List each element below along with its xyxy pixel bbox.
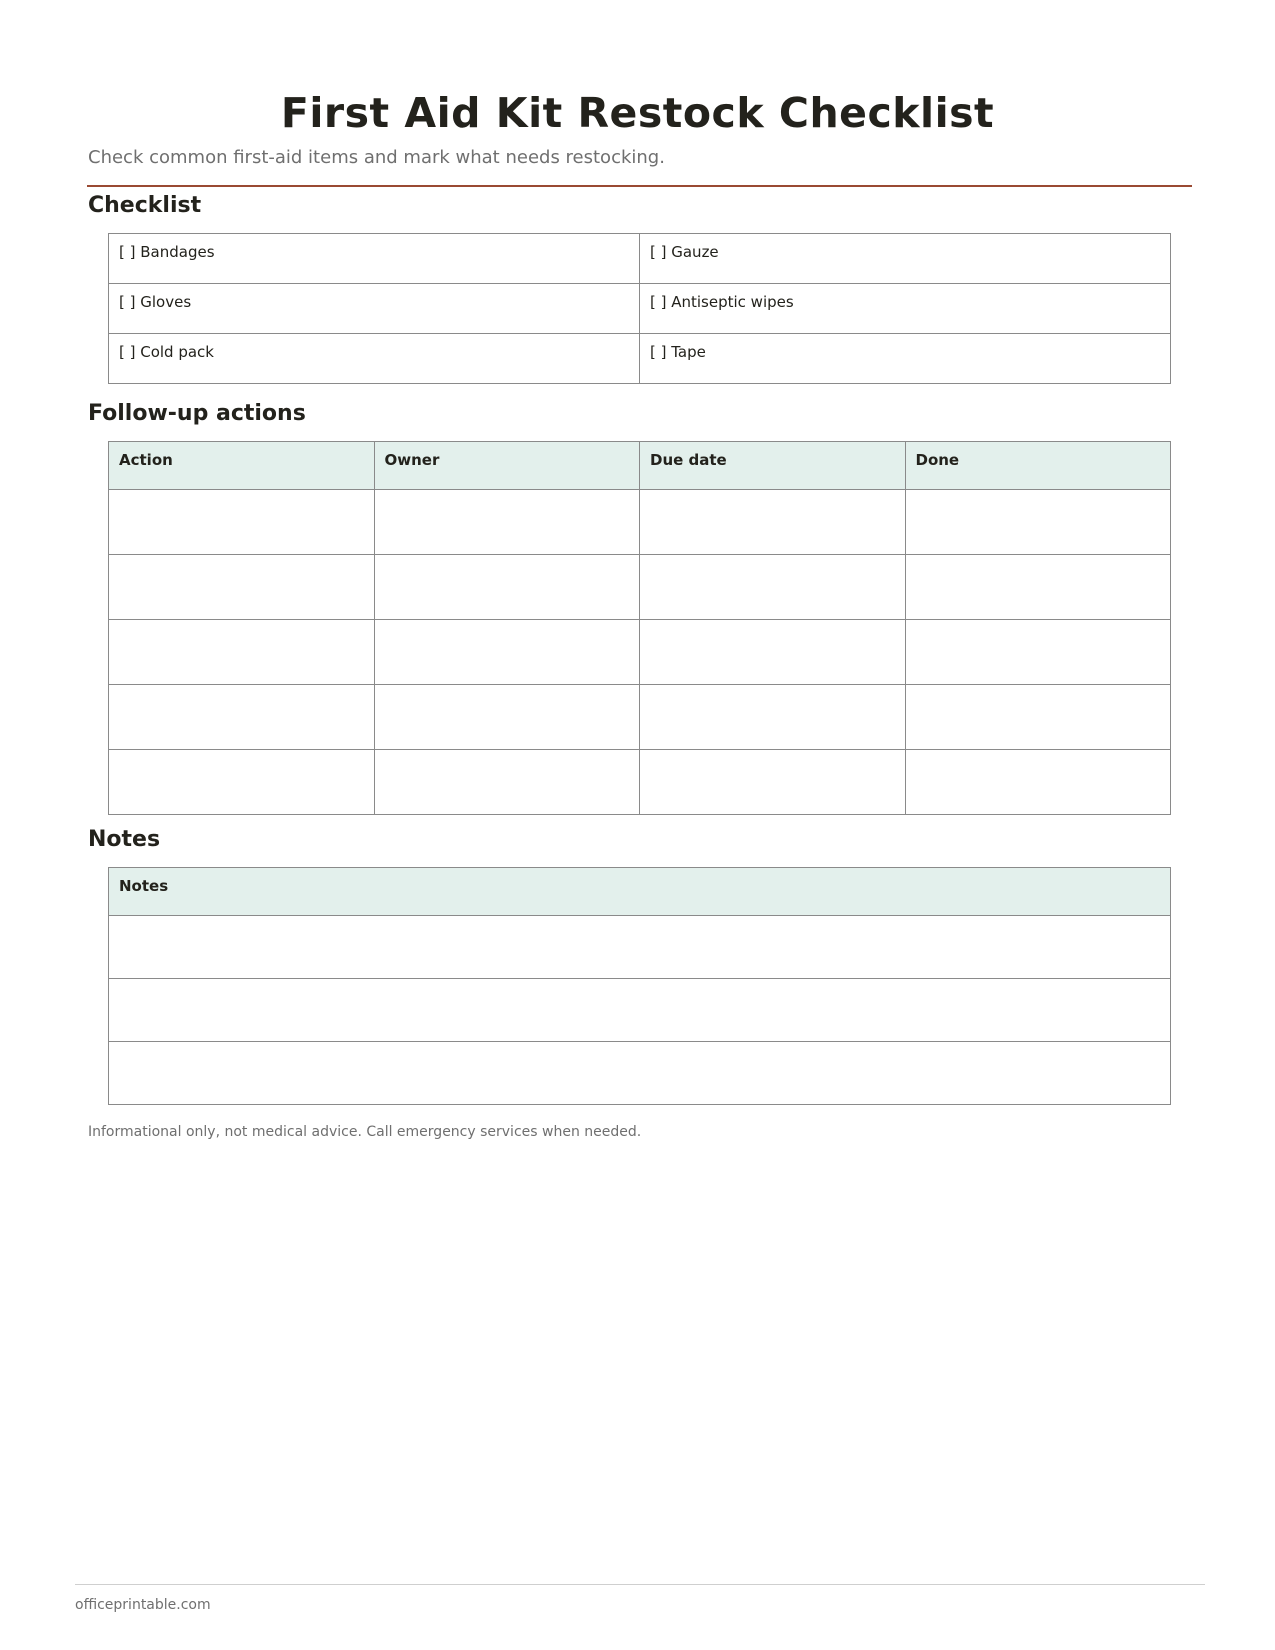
checklist-heading: Checklist	[88, 193, 202, 218]
action-cell[interactable]	[109, 620, 375, 685]
table-row	[109, 334, 1171, 384]
due-date-cell[interactable]	[640, 750, 906, 815]
notes-cell[interactable]	[109, 979, 1171, 1042]
title-divider	[87, 185, 1192, 187]
table-row	[109, 284, 1171, 334]
followup-table	[108, 441, 1171, 815]
action-cell[interactable]	[109, 750, 375, 815]
checklist-item[interactable]: [ ] Bandages	[109, 234, 640, 284]
column-header-due-date: Due date	[640, 442, 906, 490]
column-header-owner: Owner	[374, 442, 640, 490]
table-row	[109, 979, 1171, 1042]
checklist-item[interactable]: [ ] Cold pack	[109, 334, 640, 384]
footer-site: officeprintable.com	[75, 1597, 211, 1613]
owner-cell[interactable]	[374, 685, 640, 750]
action-cell[interactable]	[109, 685, 375, 750]
owner-cell[interactable]	[374, 555, 640, 620]
done-cell[interactable]	[905, 555, 1171, 620]
done-cell[interactable]	[905, 620, 1171, 685]
notes-heading: Notes	[88, 827, 161, 852]
owner-cell[interactable]	[374, 490, 640, 555]
table-row	[109, 555, 1171, 620]
table-header-row	[109, 868, 1171, 916]
page-subtitle: Check common first-aid items and mark what needs restocking.	[88, 147, 665, 168]
due-date-cell[interactable]	[640, 555, 906, 620]
checklist-item[interactable]: [ ] Antiseptic wipes	[640, 284, 1171, 334]
table-row	[109, 685, 1171, 750]
done-cell[interactable]	[905, 750, 1171, 815]
notes-table	[108, 867, 1171, 1105]
due-date-cell[interactable]	[640, 490, 906, 555]
followup-heading: Follow-up actions	[88, 401, 306, 426]
due-date-cell[interactable]	[640, 685, 906, 750]
table-row	[109, 916, 1171, 979]
checklist-item[interactable]: [ ] Gloves	[109, 284, 640, 334]
table-row	[109, 234, 1171, 284]
action-cell[interactable]	[109, 555, 375, 620]
table-row	[109, 750, 1171, 815]
footer-divider	[75, 1584, 1205, 1585]
column-header-notes: Notes	[109, 868, 1171, 916]
table-header-row	[109, 442, 1171, 490]
done-cell[interactable]	[905, 490, 1171, 555]
page-title: First Aid Kit Restock Checklist	[280, 89, 995, 137]
action-cell[interactable]	[109, 490, 375, 555]
table-row	[109, 620, 1171, 685]
notes-cell[interactable]	[109, 1042, 1171, 1105]
owner-cell[interactable]	[374, 750, 640, 815]
table-row	[109, 1042, 1171, 1105]
column-header-action: Action	[109, 442, 375, 490]
disclaimer-text: Informational only, not medical advice. Call emergency services when needed.	[88, 1124, 642, 1140]
due-date-cell[interactable]	[640, 620, 906, 685]
owner-cell[interactable]	[374, 620, 640, 685]
column-header-done: Done	[905, 442, 1171, 490]
checklist-table	[108, 233, 1171, 384]
done-cell[interactable]	[905, 685, 1171, 750]
table-row	[109, 490, 1171, 555]
checklist-item[interactable]: [ ] Tape	[640, 334, 1171, 384]
notes-cell[interactable]	[109, 916, 1171, 979]
checklist-item[interactable]: [ ] Gauze	[640, 234, 1171, 284]
